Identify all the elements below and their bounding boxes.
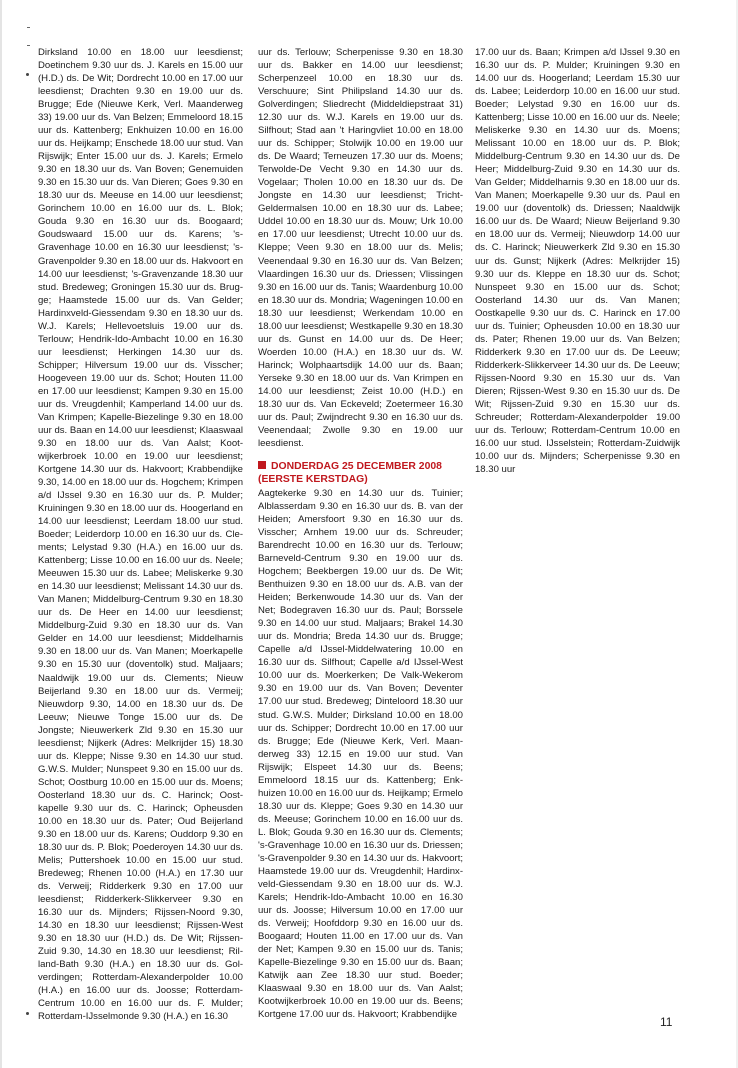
text-column-3 [475,46,680,1033]
section-heading [258,460,463,486]
page-number: 11 [660,1015,673,1029]
text-column-2 [258,46,463,1033]
column-text: uur ds. Terlouw; Scherpenisse 9.30 en 18.30 uur ds. Bakker en 14.00 uur leesdienst; Scherpenzeel 10.00 en 18.30 uur ds. Verschuure; Sint Philipsland 14.30 uur ds. Golverdingen; Sliedrecht (Middeldiepstraat 31) 12.30 uur ds. W.J. Karels en 19.00 uur ds. Silfhout; Stad aan 't Haringvliet 10.00 en 18.00 uur ds. Schipper; Stolwijk 10.00 en 19.00 uur ds. De Waard; Terneuzen 17.30 uur ds. Moens; Terwolde-De Vecht 9.30 en 14.30 uur ds. Vogelaar; Tholen 10.00 en 18.30 uur ds. De Jongste en 14.30 uur leesdienst; Tricht-Geldermalsen 10.00 en 18.30 uur ds. Labee; Uddel 10.00 en 18.30 uur ds. Mouw; Urk 10.00 en 17.00 uur leesdienst; Utrecht 10.00 uur ds. Kleppe; Veen 9.30 en 18.00 uur ds. Melis; Veenendaal 9.30 en 16.30 uur ds. Van Belzen; Vlaardingen 16.30 uur ds. Driessen; Vlissingen 9.30 en 16.00 uur ds. Tanis; Waardenburg 10.00 en 18.30 uur ds. Mondria; Wageningen 10.00 en 18.30 uur leesdienst; Werkendam 10.00 en 18.00 uur leesdienst; Westkapelle 9.30 en 18.30 uur ds. Gunst en 14.00 uur ds. De Heer; Woerden 10.00 (H.A.) en 18.30 uur ds. W. Harinck; Wolphaartsdijk 14.00 uur ds. Baan; Yerseke 9.30 en 18.00 uur ds. Van Krimpen en 14.00 uur leesdienst; Zeist 10.00 (H.D.) en 18.30 uur ds. Van Eckeveld; Zoetermeer 16.30 uur ds. Paul; Zwijndrecht 9.30 en 16.30 uur ds. Veenendaal; Zwolle 9.30 en 19.00 uur leesdienst. [258,47,463,449]
section-heading-text: DONDERDAG 25 DECEMBER 2008 (EERSTE KERSTDAG) [258,460,442,485]
column-text: Aagtekerke 9.30 en 14.30 uur ds. Tuinier; Alblasserdam 9.30 en 16.30 uur ds. B. van der Heiden; Amersfoort 9.30 en 16.30 uur ds. Visscher; Arnhem 19.00 uur ds. Schreuder; Barendrecht 10.00 en 16.30 uur ds. Terlouw; Barneveld-Centrum 9.30 en 19.00 uur ds. Hogchem; Beekbergen 19.00 uur ds. De Wit; Benthuizen 9.30 en 18.00 uur ds. A.B. van der Heiden; Berkenwoude 14.30 uur ds. Van der Net; Bodegraven 16.30 uur ds. Paul; Borssele 9.30 en 14.00 uur stud. Maljaars; Brakel 14.30 uur ds. Mondria; Breda 14.30 uur ds. Brugge; Capelle a/d IJssel-Middelwatering 10.00 en 16.30 uur ds. Silfhout; Capelle a/d IJssel-West 10.00 uur ds. Moerkerken; De Valk-Wekerom 9.30 en 19.00 uur ds. Van Boven; Deventer 17.00 uur stud. Bredeweg; Dinteloord 18.30 uur stud. G.W.S. Mulder; Dirksland 10.00 en 18.00 uur ds. Schipper; Dordrecht 10.00 en 17.00 uur ds. Brugge; Ede (Nieuwe Kerk, Verl. Maanderweg 33) 12.15 en 19.00 uur stud. Van Rijswijk; Elspeet 14.30 uur ds. Beens; Emmeloord 18.15 uur ds. Kattenberg; Enkhuizen 10.00 en 16.00 uur ds. Heijkamp; Ermelo 18.30 uur ds. Kleppe; Goes 9.30 en 14.30 uur ds. Meeuse; Gorinchem 10.00 en 16.00 uur ds. L. Blok; Gouda 9.30 en 16.30 uur ds. Clements; 's-Gravenhage 10.00 en 16.30 uur ds. Driessen; 's-Gravenpolder 9.30 en 14.30 uur ds. Hakvoort; Haamstede 19.00 uur ds. Vreugdenhil; Hardinxveld-Giessendam 9.30 en 18.00 uur ds. W.J. Karels; Hendrik-Ido-Ambacht 10.00 en 16.30 uur ds. Joosse; Hilversum 10.00 en 17.00 uur ds. Verweij; Hoofddorp 9.30 en 16.00 uur ds. Boogaard; Houten 11.00 en 17.00 uur ds. Van der Net; Kampen 9.30 en 15.00 uur ds. Tanis; Kapelle-Biezelinge 9.30 en 15.00 uur ds. Baan; Katwijk aan Zee 18.30 uur stud. Boeder; Klaaswaal 9.30 en 18.00 uur ds. Van Aalst; Kootwijkerbroek 10.00 en 19.00 uur ds. Beens; Kortgene 17.00 uur ds. Hakvoort; Krabbendijke [258,487,463,1021]
page-edge-left [0,0,2,1068]
column-text: 17.00 uur ds. Baan; Krimpen a/d IJssel 9.30 en 16.30 uur ds. P. Mulder; Kruiningen 9.30 en 14.00 uur ds. Hoogerland; Leerdam 15.30 uur ds. Labee; Leiderdorp 10.00 en 16.00 uur stud. Boeder; Lelystad 9.30 en 16.00 uur ds. Kattenberg; Lisse 10.00 en 16.00 uur ds. Neele; Meliskerke 9.30 en 14.30 uur ds. Moens; Melissant 10.00 en 18.00 uur ds. P. Blok; Middelburg-Centrum 9.30 en 14.30 uur ds. De Heer; Middelburg-Zuid 9.30 en 14.30 uur ds. Van Gelder; Middelharnis 9.30 en 18.00 uur ds. Van Manen; Moerkapelle 9.30 uur ds. Paul en 19.00 uur (doventolk) ds. Driessen; Naaldwijk 16.00 uur ds. De Waard; Nieuw Beijerland 9.30 en 18.00 uur ds. Vermeij; Nieuwdorp 14.00 uur ds. C. Harinck; Nieuwerkerk Zld 9.30 en 15.30 uur ds. Gunst; Nijkerk (Adres: Melkrijder 15) 9.30 uur ds. Kleppe en 18.30 uur ds. Schot; Nunspeet 9.30 en 15.00 uur ds. Schot; Oosterland 14.30 uur ds. Van Manen; Oostkapelle 9.30 uur ds. C. Harinck en 17.00 uur ds. Tuinier; Opheusden 10.00 en 18.30 uur ds. Pater; Rhenen 19.00 uur ds. Van Belzen; Ridderkerk 9.30 en 17.00 uur ds. De Leeuw; Ridderkerk-Slikkerveer 14.30 uur ds. De Leeuw; Rijssen-Noord 9.30 en 15.30 uur ds. Van Dieren; Rijssen-West 9.30 en 15.30 uur ds. De Wit; Rijssen-Zuid 9.30 en 15.30 uur ds. Schreuder; Rotterdam-Alexanderpolder 19.00 uur ds. Terlouw; Rotterdam-Centrum 10.00 en 16.00 uur stud. IJsselstein; Rotterdam-Zuidwijk 10.00 uur ds. Mijnders; Scherpenisse 9.30 en 18.30 uur [475,47,680,475]
margin-bullet [26,1012,29,1015]
column-text: Dirksland 10.00 en 18.00 uur leesdienst; Doetinchem 9.30 uur ds. J. Karels en 15.00 uur (H.D.) ds. De Wit; Dordrecht 10.00 en 17.00 uur leesdienst; Drachten 9.30 en 19.00 uur ds. Brugge; Ede (Nieuwe Kerk, Verl. Maanderweg 33) 19.00 uur ds. Van Belzen; Emmeloord 18.15 uur ds. Kattenberg; Enkhuizen 10.00 en 16.00 uur ds. Heijkamp; Enschede 18.00 uur stud. Van Rijswijk; Enter 15.00 uur ds. J. Karels; Ermelo 9.30 en 18.30 uur ds. Van Boven; Genemuiden 9.30 en 15.30 uur ds. Van Dieren; Goes 9.30 en 18.30 uur ds. Meeuse en 14.00 uur leesdienst; Gorinchem 10.00 en 16.00 uur ds. L. Blok; Gouda 9.30 en 16.30 uur ds. Boogaard; Goudswaard 15.00 uur ds. Karens; 's-Gravenhage 10.00 en 16.30 uur leesdienst; 's-Gravenpolder 9.30 en 18.00 uur ds. Hakvoort en 14.00 uur leesdienst; 's-Gravenzande 18.30 uur stud. Bredeweg; Groningen 15.30 uur ds. Brugge; Haamstede 15.00 uur ds. Van Gelder; Hardinxveld-Giessendam 9.30 en 18.30 uur ds. W.J. Karels; Hellevoetsluis 19.00 uur ds. Terlouw; Hendrik-Ido-Ambacht 10.00 en 16.30 uur leesdienst; Herkingen 14.30 uur ds. Schipper; Hilversum 19.00 uur ds. Visscher; Hoogeveen 19.00 uur ds. Schot; Houten 11.00 en 17.00 uur leesdienst; Kampen 9.30 en 15.00 uur ds. Vreugdenhil; Kamperland 14.00 uur ds. Van Krimpen; Kapelle-Biezelinge 9.30 en 18.00 uur ds. Baan en 14.00 uur leesdienst; Klaaswaal 9.30 en 18.00 uur ds. Van Aalst; Kootwijkerbroek 10.00 en 19.00 uur leesdienst; Kortgene 14.30 uur ds. Hakvoort; Krabbendijke 9.30, 14.00 en 18.00 uur ds. Hogchem; Krimpen a/d IJssel 9.30 en 16.30 uur ds. P. Mulder; Kruiningen 9.30 en 18.00 uur ds. Hoogerland en 14.00 uur leesdienst; Leerdam 18.00 uur stud. Boeder; Leiderdorp 10.00 en 16.30 uur ds. Clements; Lelystad 9.30 (H.A.) en 16.00 uur ds. Kattenberg; Lisse 10.00 en 16.00 uur ds. Neele; Meeuwen 15.30 uur ds. Labee; Meliskerke 9.30 en 14.30 uur leesdienst; Melissant 14.30 uur ds. Van Manen; Middelburg-Centrum 9.30 en 18.30 uur ds. De Heer en 14.00 uur leesdienst; Middelburg-Zuid 9.30 en 18.30 uur ds. Van Gelder en 14.00 uur leesdienst; Middelharnis 9.30 en 18.00 uur ds. Van Manen; Moerkapelle 9.30 en 15.30 uur (doventolk) stud. Maljaars; Naaldwijk 19.00 uur ds. Clements; Nieuw Beijerland 9.30 en 18.00 uur ds. Vermeij; Nieuwdorp 9.30, 14.00 en 18.30 uur ds. De Leeuw; Nieuwe Tonge 15.00 uur ds. De Jongste; Nieuwerkerk Zld 9.30 en 15.30 uur leesdienst; Nijkerk (Adres: Melkrijder 15) 18.30 uur ds. Kleppe; Nisse 9.30 en 14.30 uur stud. G.W.S. Mulder; Nunspeet 9.30 en 15.00 uur ds. Schot; Oostburg 10.00 en 15.00 uur ds. Moens; Oosterland 18.30 uur ds. C. Harinck; Oostkapelle 9.30 uur ds. C. Harinck; Opheusden 10.00 en 18.30 uur ds. Pater; Oud Beijerland 9.30 en 18.00 uur ds. Karens; Ouddorp 9.30 en 18.30 uur ds. P. Blok; Poederoyen 14.30 uur ds. Melis; Puttershoek 10.00 en 15.00 uur stud. Bredeweg; Rhenen 10.00 (H.A.) en 17.30 uur ds. Verweij; Ridderkerk 9.30 en 17.00 uur leesdienst; Ridderkerk-Slikkerveer 9.30 en 16.30 uur ds. Mijnders; Rijssen-Noord 9.30, 14.30 en 18.30 uur leesdienst; Rijssen-West 9.30 en 18.30 uur (H.D.) ds. De Wit; Rijssen-Zuid 9.30, 14.30 en 18.30 uur leesdienst; Rilland-Bath 9.30 (H.A.) en 18.30 uur ds. Golverdingen; Rotterdam-Alexanderpolder 10.00 (H.A.) en 16.00 uur ds. Joosse; Rotterdam-Centrum 10.00 en 16.00 uur ds. F. Mulder; Rotterdam-IJsselmonde 9.30 (H.A.) en 16.30 [38,47,243,1023]
margin-mark [27,27,30,28]
text-column-1 [38,46,243,1033]
margin-bullet [26,73,29,76]
margin-mark [27,45,30,46]
heading-square-icon [258,461,266,469]
